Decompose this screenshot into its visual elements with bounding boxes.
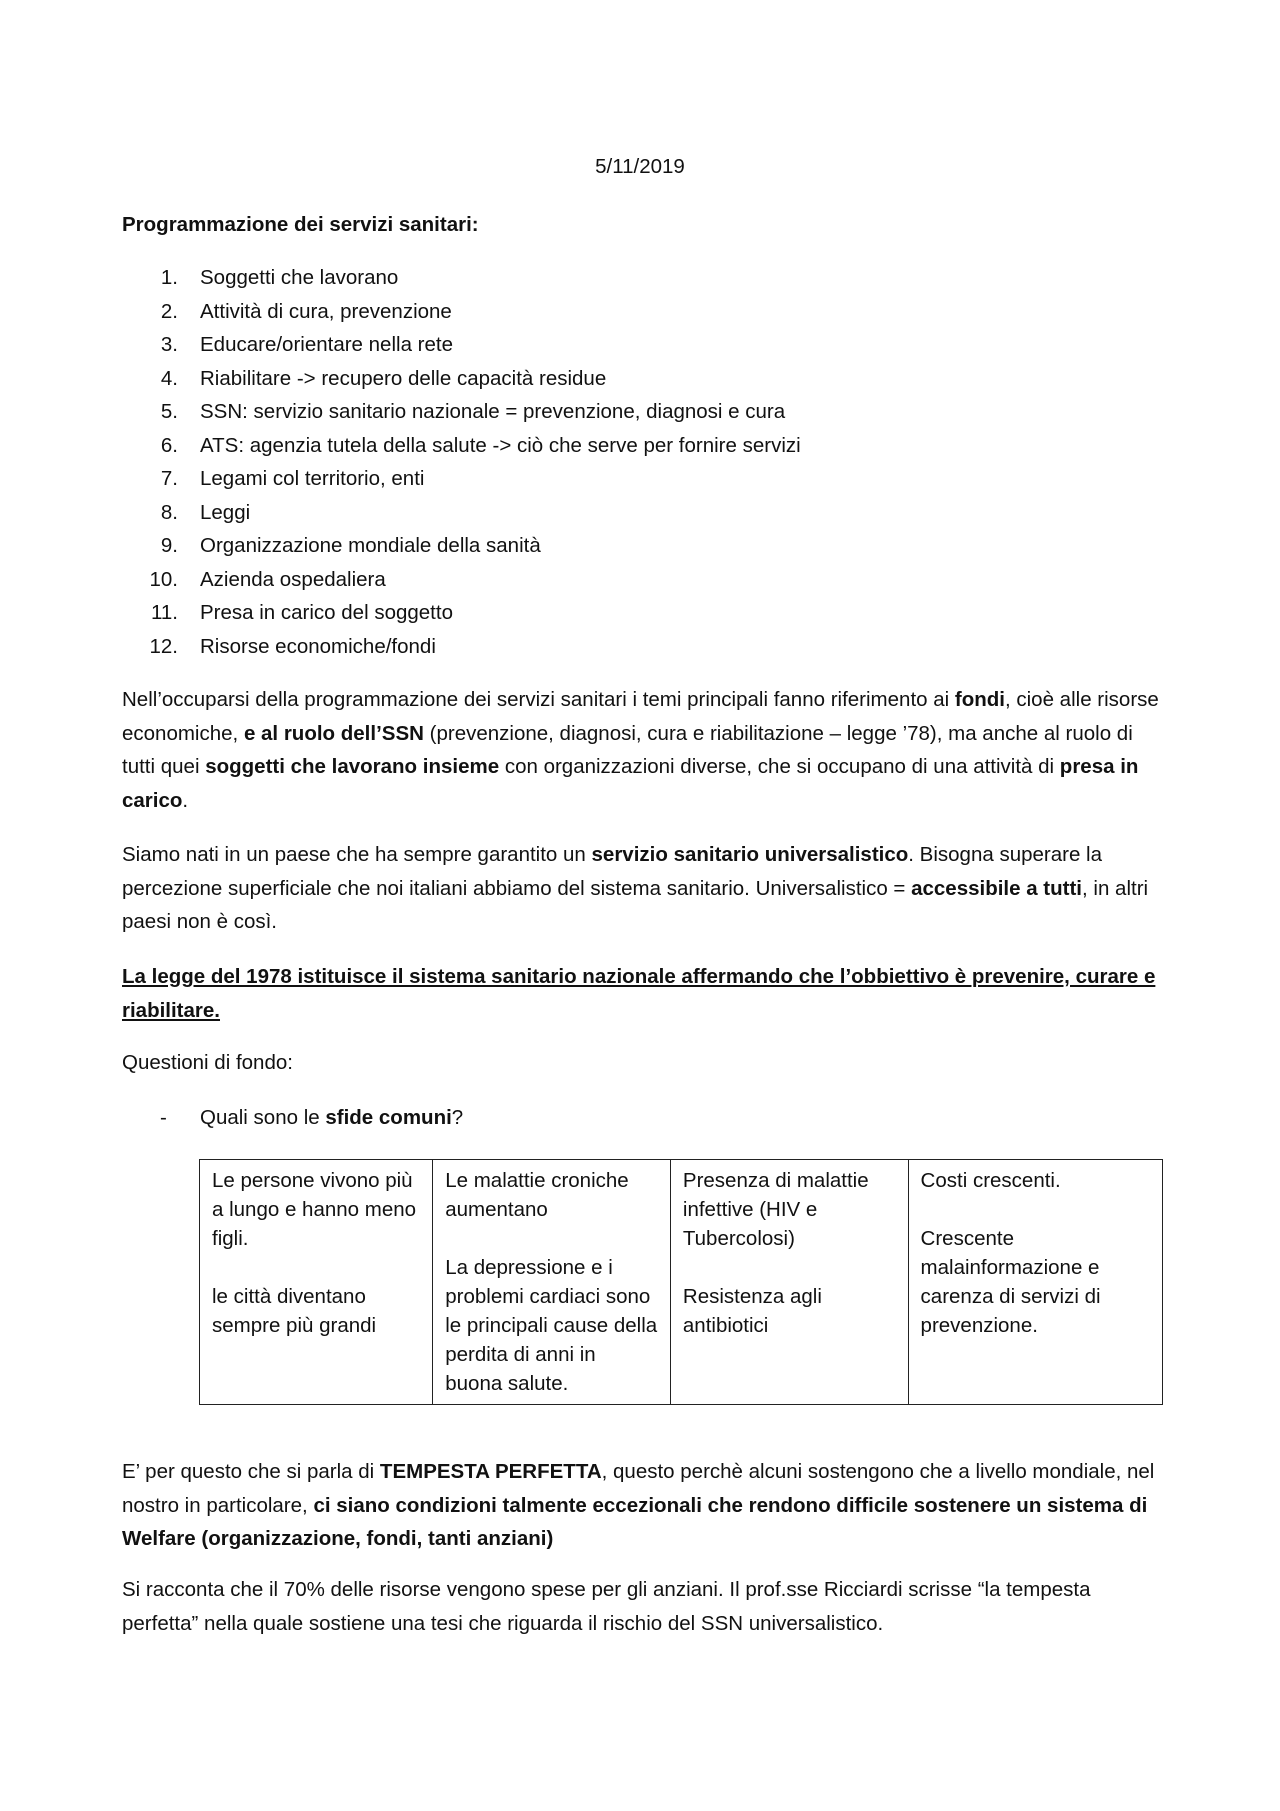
table-cell: [200, 1160, 433, 1405]
list-text: Soggetti che lavorano: [200, 266, 399, 289]
challenges-table: [199, 1159, 1163, 1405]
text-run: , questo perchè alcuni sostengono che a livello mondiale, nel nostro in particolare,: [122, 1460, 1155, 1517]
text-run: E’ per questo che si parla di: [122, 1460, 380, 1483]
list-item: [122, 462, 801, 496]
paragraph-questions: Questioni di fondo:: [122, 1051, 293, 1074]
list-number: 6.: [160, 433, 178, 457]
text-run: ?: [451, 1106, 464, 1129]
cell-text: Crescente malainformazione e carenza di servizi di prevenzione.: [920, 1227, 1101, 1337]
list-text: Azienda ospedaliera: [200, 567, 386, 591]
list-text: Presa in carico del soggetto: [200, 601, 453, 624]
list-number: 1.: [160, 266, 178, 289]
list-number: 2.: [160, 299, 178, 323]
list-text: ATS: agenzia tutela della salute -> ciò che serve per fornire servizi: [200, 433, 801, 457]
bullet-dash: -: [160, 1106, 167, 1129]
list-text: Leggi: [200, 500, 251, 524]
bold-run: presa in carico: [122, 755, 1139, 812]
cell-text: Presenza di malattie infettive (HIV e Tubercolosi): [682, 1169, 869, 1250]
text-run: , cioè alle risorse economiche,: [122, 688, 1159, 745]
table-cell: [670, 1160, 908, 1405]
list-number: 8.: [160, 500, 178, 524]
list-item: [122, 261, 801, 295]
text-run: , in altri paesi non è così.: [122, 876, 1149, 933]
list-number: 4.: [160, 366, 178, 390]
list-item: [122, 630, 801, 664]
cell-text: La depressione e i problemi cardiaci sono le principali cause della perdita di anni in buona salute.: [445, 1256, 658, 1395]
cell-text: Le malattie croniche aumentano: [445, 1169, 629, 1221]
list-item: [122, 295, 801, 329]
text-run: Siamo nati in un paese che ha sempre garantito un: [122, 843, 592, 866]
list-item: [122, 496, 801, 530]
bold-run: TEMPESTA PERFETTA: [379, 1460, 602, 1483]
list-number: 9.: [160, 534, 178, 557]
paragraph-perfect-storm: [122, 1455, 1162, 1556]
list-item: [122, 596, 801, 630]
list-number: 12.: [149, 634, 178, 658]
cell-text: Costi crescenti.: [920, 1169, 1061, 1192]
bold-run: soggetti che lavorano insieme: [205, 755, 500, 778]
text-run: . Bisogna superare la percezione superficiale che noi italiani abbiamo del sistema sanitario. Universalistico =: [122, 843, 1103, 900]
table-cell: [908, 1160, 1162, 1405]
table-row: [200, 1160, 1163, 1405]
list-text: Risorse economiche/fondi: [200, 634, 436, 658]
list-text: SSN: servizio sanitario nazionale = prevenzione, diagnosi e cura: [200, 400, 786, 423]
list-text: Organizzazione mondiale della sanità: [200, 534, 541, 557]
list-text: Educare/orientare nella rete: [200, 333, 453, 356]
bold-run: accessibile a tutti: [911, 876, 1083, 900]
section-heading: Programmazione dei servizi sanitari:: [122, 213, 479, 236]
list-number: 7.: [160, 467, 178, 490]
topics-list: [122, 261, 801, 663]
list-item: [122, 529, 801, 563]
list-number: 5.: [160, 400, 178, 423]
list-number: 10.: [149, 567, 178, 591]
cell-text: Resistenza agli antibiotici: [682, 1285, 822, 1337]
document-date: 5/11/2019: [595, 155, 685, 178]
list-item: [122, 395, 801, 429]
list-text: Attività di cura, prevenzione: [200, 299, 452, 323]
bold-run: sfide comuni: [325, 1106, 452, 1129]
bold-run: e al ruolo dell’SSN: [243, 721, 424, 745]
paragraph-programming: [122, 683, 1162, 817]
list-number: 3.: [160, 333, 178, 356]
bold-run: servizio sanitario universalistico: [591, 843, 909, 866]
list-item: [122, 429, 801, 463]
bold-run: fondi: [954, 688, 1005, 711]
paragraph-law-1978: La legge del 1978 istituisce il sistema sanitario nazionale affermando che l’obbiettivo è prevenire, curare e riabilitare.: [122, 965, 1156, 1022]
list-text: Legami col territorio, enti: [200, 467, 425, 490]
cell-text: Le persone vivono più a lungo e hanno meno figli.: [212, 1169, 417, 1250]
paragraph-ricciardi: Si racconta che il 70% delle risorse vengono spese per gli anziani. Il prof.sse Ricciardi scrisse “la tempesta perfetta” nella quale sostiene una tesi che riguarda il rischio del SSN universalistico.: [122, 1578, 1091, 1635]
list-item: [122, 328, 801, 362]
list-item: [122, 563, 801, 597]
cell-text: le città diventano sempre più grandi: [212, 1285, 377, 1337]
list-item: [122, 362, 801, 396]
text-run: Quali sono le: [200, 1106, 326, 1129]
text-run: Nell’occuparsi della programmazione dei servizi sanitari i temi principali fanno riferimento ai: [122, 688, 955, 711]
text-run: .: [182, 788, 189, 812]
list-number: 11.: [151, 601, 178, 624]
bold-run: ci siano condizioni talmente eccezionali che rendono difficile sostenere un sistema di Welfare (organizzazione, fondi, tanti anziani): [122, 1493, 1148, 1550]
bullet-text: [200, 1101, 463, 1135]
table-cell: [433, 1160, 671, 1405]
list-text: Riabilitare -> recupero delle capacità residue: [200, 366, 607, 390]
paragraph-universal-service: [122, 838, 1162, 939]
text-run: (prevenzione, diagnosi, cura e riabilitazione – legge ’78), ma anche al ruolo di tutti quei: [122, 721, 1133, 778]
text-run: con organizzazioni diverse, che si occupano di una attività di: [499, 755, 1060, 778]
